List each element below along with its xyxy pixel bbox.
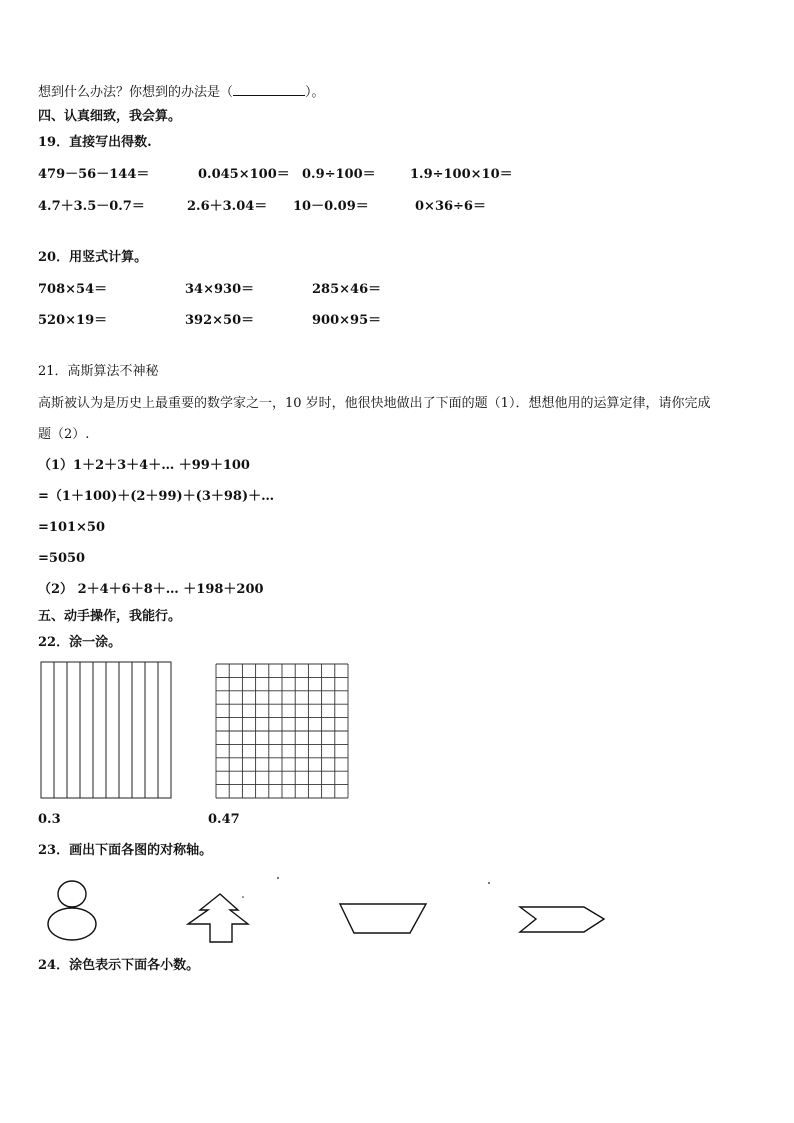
q22-label-right: 0.47 [208, 812, 240, 827]
q20-r2-c3: 900×95＝ [312, 313, 382, 328]
q24-title: 24．涂色表示下面各小数。 [38, 958, 200, 973]
q20-r2-c1: 520×19＝ [38, 313, 108, 328]
q22-title: 22．涂一涂。 [38, 635, 122, 650]
q21-eq2: =（1＋100)＋(2＋99)＋(3＋98)＋… [38, 489, 275, 504]
q19-r1-c4: 1.9÷100×10＝ [410, 167, 513, 182]
figure-eight-shape[interactable] [46, 878, 104, 942]
q22-label-left: 0.3 [38, 812, 61, 827]
q19-title: 19．直接写出得数. [38, 135, 152, 150]
q21-eq4: =5050 [38, 551, 86, 566]
q21-title: 21．高斯算法不神秘 [38, 364, 159, 379]
q21-paragraph-line1: 高斯被认为是历史上最重要的数学家之一，10 岁时，他很快地做出了下面的题（1）．想想他用的运算定律，请你完成 [38, 396, 711, 411]
answer-blank[interactable] [233, 83, 305, 96]
q23-title: 23．画出下面各图的对称轴。 [38, 843, 213, 858]
q19-r1-c2: 0.045×100＝ [198, 167, 290, 182]
header-text-after: ）。 [305, 85, 325, 100]
q19-r1-c1: 479－56－144＝ [38, 167, 150, 182]
q20-r1-c3: 285×46＝ [312, 282, 382, 297]
scan-speck [277, 877, 279, 879]
trapezoid-shape[interactable] [338, 900, 430, 936]
scan-speck [242, 896, 244, 898]
q19-r2-c1: 4.7＋3.5－0.7＝ [38, 199, 145, 214]
q19-r2-c4: 0×36÷6＝ [415, 199, 486, 214]
q19-r1-c3: 0.9÷100＝ [302, 167, 376, 182]
scan-speck [488, 882, 490, 884]
tree-arrow-shape[interactable] [186, 892, 256, 944]
header-question-line [38, 83, 325, 101]
section-five-heading: 五、动手操作，我能行。 [38, 609, 182, 624]
q20-r1-c2: 34×930＝ [185, 282, 255, 297]
q21-paragraph-line2: 题（2）. [38, 427, 90, 442]
tenths-strip-figure[interactable] [40, 661, 172, 799]
q21-eq3: =101×50 [38, 520, 106, 535]
q21-eq1: （1）1＋2＋3＋4＋… ＋99＋100 [38, 458, 250, 473]
q20-r1-c1: 708×54＝ [38, 282, 108, 297]
q19-r2-c2: 2.6＋3.04＝ [187, 199, 268, 214]
q20-title: 20．用竖式计算。 [38, 250, 148, 265]
header-text-before: 想到什么办法？你想到的办法是（ [38, 85, 234, 100]
chevron-arrow-shape[interactable] [518, 905, 610, 935]
q21-eq5: （2） 2＋4＋6＋8＋… ＋198＋200 [38, 582, 264, 597]
q20-r2-c2: 392×50＝ [185, 313, 255, 328]
hundred-grid-figure[interactable] [215, 663, 349, 799]
q19-r2-c3: 10－0.09＝ [293, 199, 369, 214]
section-four-heading: 四、认真细致，我会算。 [38, 109, 182, 124]
